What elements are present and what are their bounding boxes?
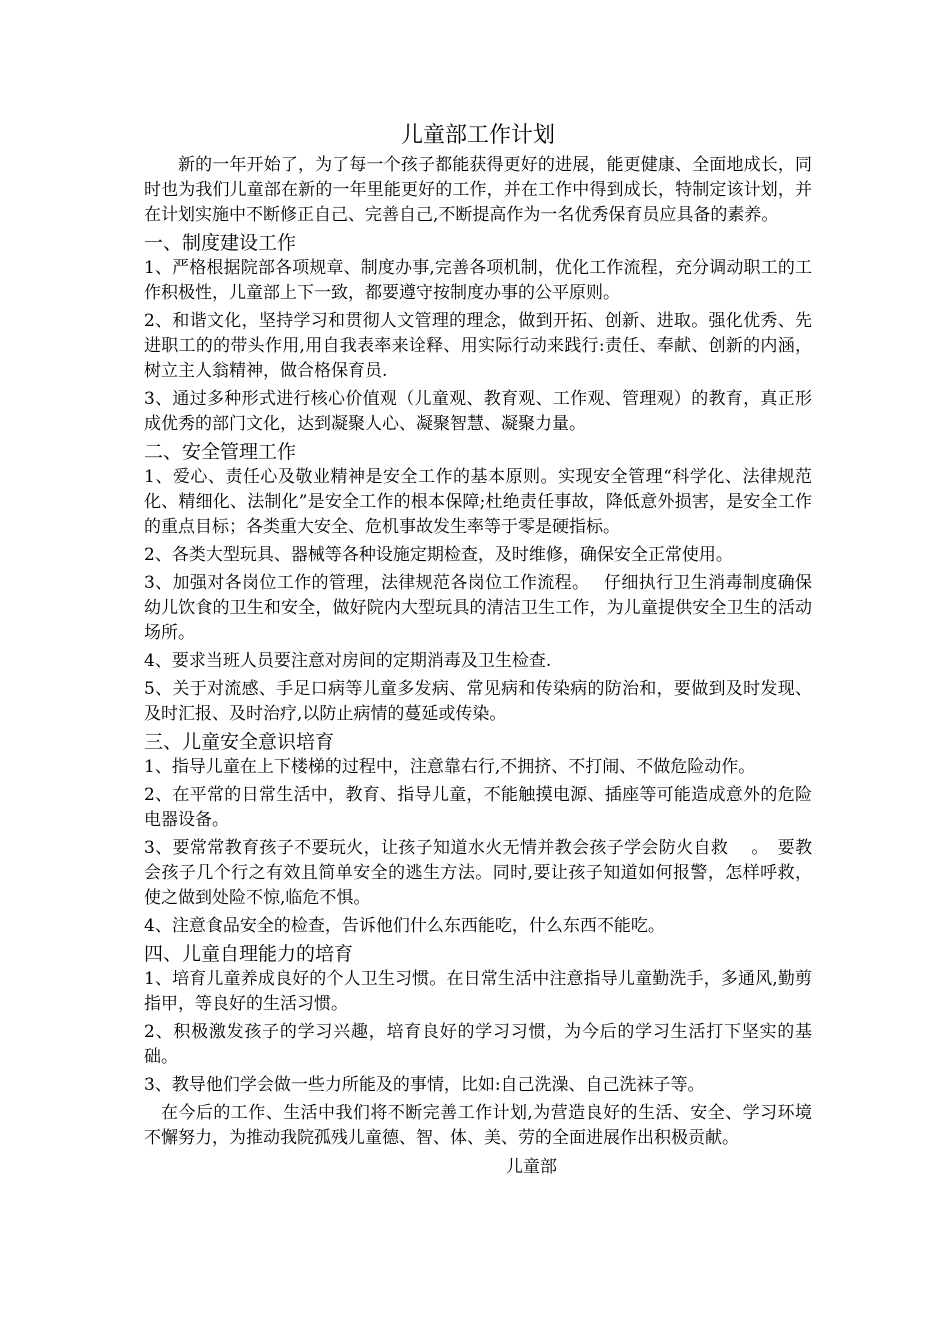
section-3-item-3: 3、要常常教育孩子不要玩火，让孩子知道水火无情并教会孩子学会防火自救 。 要教会孩子几个行之有效且简单安全的逃生方法。同时,要让孩子知道如何报警，怎样呼救，使之做到处险不惊,临危不惧。 xyxy=(144,838,812,908)
section-2-item-2: 2、各类大型玩具、器械等各种设施定期检查，及时维修，确保安全正常使用。 xyxy=(144,545,733,565)
section-2-item-5: 5、关于对流感、手足口病等儿童多发病、常见病和传染病的防治和，要做到及时发现、及时汇报、及时治疗,以防止病情的蔓延或传染。 xyxy=(144,679,812,724)
section-4-item-3: 3、教导他们学会做一些力所能及的事情，比如:自己洗澡、自己洗袜子等。 xyxy=(144,1075,705,1095)
section-heading-3: 三、儿童安全意识培育 xyxy=(144,731,335,753)
section-3-item-2: 2、在平常的日常生活中，教育、指导儿童，不能触摸电源、插座等可能造成意外的危险电器设备。 xyxy=(144,785,812,830)
section-heading-2: 二、安全管理工作 xyxy=(144,441,297,463)
section-4-item-1: 1、培育儿童养成良好的个人卫生习惯。在日常生活中注意指导儿童勤洗手，多通风,勤剪指甲，等良好的生活习惯。 xyxy=(144,969,812,1014)
section-3-item-4: 4、注意食品安全的检查，告诉他们什么东西能吃，什么东西不能吃。 xyxy=(144,916,665,936)
section-heading-4: 四、儿童自理能力的培育 xyxy=(144,943,354,965)
signature: 儿童部 xyxy=(506,1157,557,1177)
section-3-item-1: 1、指导儿童在上下楼梯的过程中，注意靠右行,不拥挤、不打闹、不做危险动作。 xyxy=(144,757,756,777)
section-2-item-3: 3、加强对各岗位工作的管理，法律规范各岗位工作流程。 仔细执行卫生消毒制度确保幼儿饮食的卫生和安全，做好院内大型玩具的清洁卫生工作，为儿童提供安全卫生的活动场所。 xyxy=(144,573,812,643)
document-title: 儿童部工作计划 xyxy=(400,123,555,148)
section-1-item-1: 1、严格根据院部各项规章、制度办事,完善各项机制，优化工作流程，充分调动职工的工作积极性，儿童部上下一致，都要遵守按制度办事的公平原则。 xyxy=(144,258,812,303)
intro-paragraph: 新的一年开始了，为了每一个孩子都能获得更好的进展，能更健康、全面地成长，同时也为我们儿童部在新的一年里能更好的工作，并在工作中得到成长，特制定该计划，并在计划实施中不断修正自己、完善自己,不断提高作为一名优秀保育员应具备的素养。 xyxy=(144,155,812,225)
section-2-item-1: 1、爱心、责任心及敬业精神是安全工作的基本原则。实现安全管理“科学化、法律规范化、精细化、法制化”是安全工作的根本保障;杜绝责任事故，降低意外损害，是安全工作的重点目标；各类重大安全、危机事故发生率等于零是硬指标。 xyxy=(144,467,812,537)
section-2-item-4: 4、要求当班人员要注意对房间的定期消毒及卫生检查. xyxy=(144,651,552,671)
closing-paragraph: 在今后的工作、生活中我们将不断完善工作计划,为营造良好的生活、安全、学习环境不懈努力，为推动我院孤残儿童德、智、体、美、劳的全面进展作出积极贡献。 xyxy=(144,1103,812,1148)
section-heading-1: 一、制度建设工作 xyxy=(144,232,297,254)
section-1-item-2: 2、和谐文化，坚持学习和贯彻人文管理的理念，做到开拓、创新、进取。强化优秀、先进职工的的带头作用,用自我表率来诠释、用实际行动来践行:责任、奉献、创新的内涵，树立主人翁精神，做合格保育员. xyxy=(144,311,812,381)
section-4-item-2: 2、积极激发孩子的学习兴趣，培育良好的学习习惯，为今后的学习生活打下坚实的基础。 xyxy=(144,1022,812,1067)
section-1-item-3: 3、通过多种形式进行核心价值观（儿童观、教育观、工作观、管理观）的教育，真正形成优秀的部门文化，达到凝聚人心、凝聚智慧、凝聚力量。 xyxy=(144,389,812,434)
